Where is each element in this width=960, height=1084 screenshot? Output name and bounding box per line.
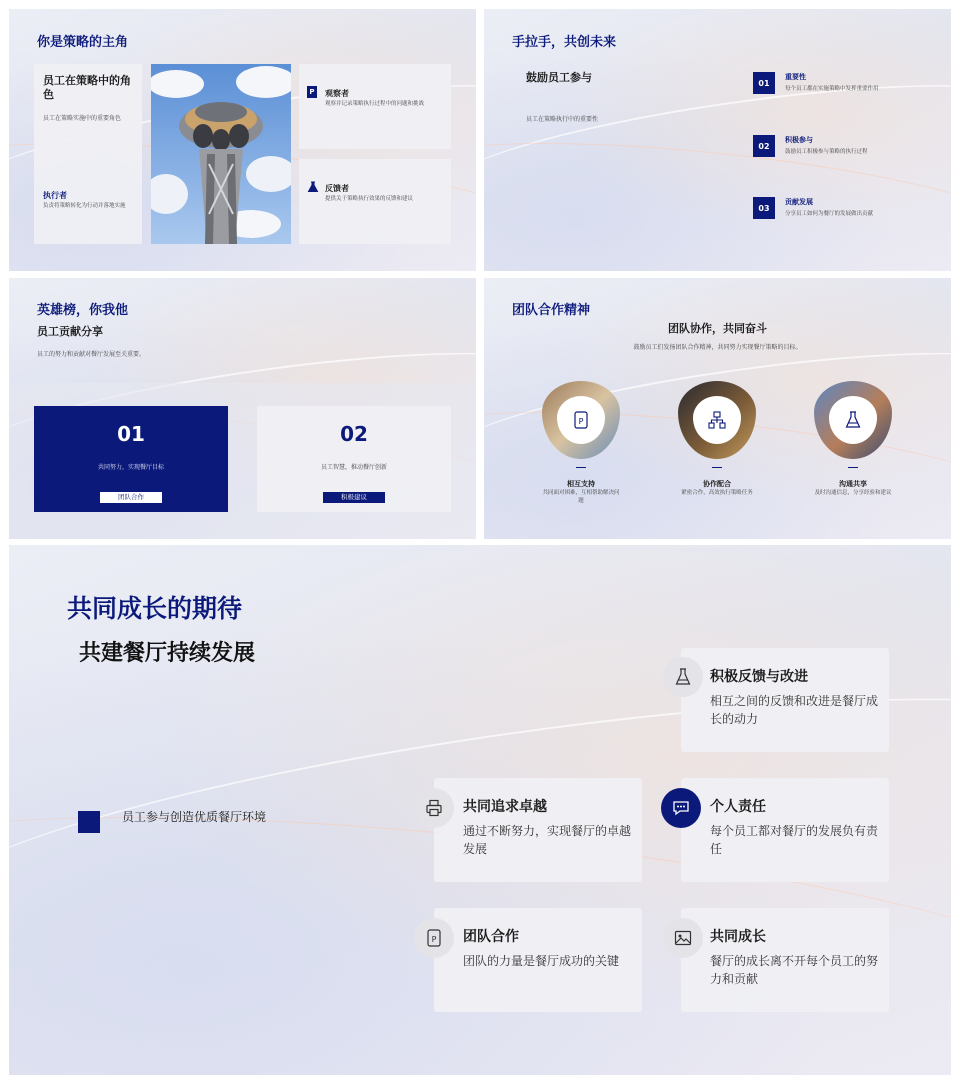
- bullet-text: 员工参与创造优质餐厅环境: [122, 810, 267, 824]
- card-desc: 员工智慧，推动餐厅创新: [320, 464, 387, 471]
- card-label: 共同成长: [710, 929, 766, 945]
- item-label: 重要性: [785, 73, 806, 81]
- slide-3: [9, 278, 476, 539]
- card-desc: 每个员工都对餐厅的发展负有责任: [710, 824, 879, 856]
- item-desc: 鼓励员工积极参与策略的执行过程: [785, 149, 868, 155]
- printer-icon: [414, 788, 454, 828]
- slide-title: 英雄榜，你我他: [37, 303, 129, 318]
- divider: [848, 467, 858, 468]
- growth-card: [431, 908, 642, 1012]
- flask-icon: [307, 181, 319, 193]
- contribution-card-2: [257, 406, 451, 512]
- feedback-label: 反馈者: [325, 184, 349, 193]
- document-p-icon: [414, 918, 454, 958]
- slide-title: 团队合作精神: [512, 303, 591, 318]
- card-label: 积极反馈与改进: [710, 669, 808, 685]
- chat-icon: [661, 788, 701, 828]
- slide-2: [484, 9, 951, 271]
- item-label: 贡献发展: [785, 198, 813, 206]
- slide-subtitle: 员工贡献分享: [37, 325, 103, 338]
- item-number-badge: 02: [753, 135, 775, 157]
- item-label: 积极参与: [785, 136, 813, 144]
- item-label: 沟通共享: [839, 480, 867, 488]
- card-desc: 通过不断努力，实现餐厅的卓越发展: [463, 824, 632, 856]
- flask-icon: [663, 657, 703, 697]
- slide-desc: 员工的努力和贡献对餐厅发展至关重要。: [37, 351, 146, 358]
- bullet-square: [78, 811, 100, 833]
- item-desc: 及时沟通信息，分享经验和建议: [814, 490, 892, 496]
- svg-text:P: P: [431, 935, 437, 944]
- card-label: 个人责任: [710, 799, 766, 815]
- growth-card: [681, 908, 889, 1012]
- slide-subtitle: 共建餐厅持续发展: [79, 641, 256, 666]
- item-label: 协作配合: [703, 480, 731, 488]
- tower-photo: [151, 64, 291, 244]
- card-desc: 相互之间的反馈和改进是餐厅成长的动力: [710, 694, 879, 726]
- observer-desc: 观察并记录策略执行过程中的问题和挑战: [325, 101, 425, 107]
- growth-card: [681, 778, 889, 882]
- observer-label: 观察者: [325, 89, 349, 98]
- card-number: 02: [340, 422, 368, 446]
- item-desc: 共同面对困难，互相帮助解决问题: [542, 490, 620, 504]
- divider: [576, 467, 586, 468]
- image-icon: [663, 918, 703, 958]
- slide-subtitle: 鼓励员工参与: [526, 71, 592, 84]
- card-desc: 共同努力，实现餐厅目标: [97, 464, 164, 471]
- slide-desc: 鼓励员工们发扬团队合作精神，共同努力实现餐厅策略的目标。: [633, 344, 802, 351]
- divider: [712, 467, 722, 468]
- role-card-sub-desc: 负责将策略转化为行动并落地实施: [43, 203, 126, 209]
- card-label: 团队合作: [463, 929, 519, 945]
- growth-card: [434, 778, 642, 882]
- slide-title: 你是策略的主角: [37, 35, 129, 50]
- slide-1: [9, 9, 476, 271]
- card-desc: 团队的力量是餐厅成功的关键: [463, 954, 620, 968]
- card-tag: 团队合作: [100, 492, 162, 503]
- card-desc: 餐厅的成长离不开每个员工的努力和贡献: [710, 954, 879, 986]
- role-card-heading: 员工在策略中的角色: [43, 74, 131, 101]
- svg-text:P: P: [578, 417, 584, 426]
- item-desc: 分享员工如何为餐厅的发展做出贡献: [785, 211, 874, 217]
- slide-4: [484, 278, 951, 539]
- contribution-card-1: [34, 406, 228, 512]
- item-label: 相互支持: [567, 480, 595, 488]
- slide-subtitle: 团队协作，共同奋斗: [668, 322, 767, 335]
- role-card-desc: 员工在策略实施中的重要角色: [43, 115, 122, 122]
- item-desc: 每个员工都在实施策略中发挥重要作用: [785, 86, 879, 92]
- growth-card: [681, 648, 889, 752]
- feedback-desc: 提供关于策略执行效果的反馈和建议: [325, 196, 414, 202]
- slide-5: [9, 545, 951, 1075]
- card-label: 共同追求卓越: [463, 799, 547, 815]
- slide-title: 共同成长的期待: [67, 594, 243, 623]
- item-desc: 紧密合作，高效执行策略任务: [681, 490, 753, 496]
- item-number-badge: 01: [753, 72, 775, 94]
- feedback-card: [299, 159, 451, 244]
- slide-title: 手拉手，共创未来: [512, 35, 617, 50]
- card-number: 01: [117, 422, 145, 446]
- observer-card: [299, 64, 451, 149]
- card-tag: 积极建议: [323, 492, 385, 503]
- slide-desc: 员工在策略执行中的重要性: [526, 116, 599, 123]
- role-card: [34, 64, 142, 244]
- item-number-badge: 03: [753, 197, 775, 219]
- document-p-icon: P: [307, 86, 317, 98]
- role-card-sub-title: 执行者: [43, 191, 67, 200]
